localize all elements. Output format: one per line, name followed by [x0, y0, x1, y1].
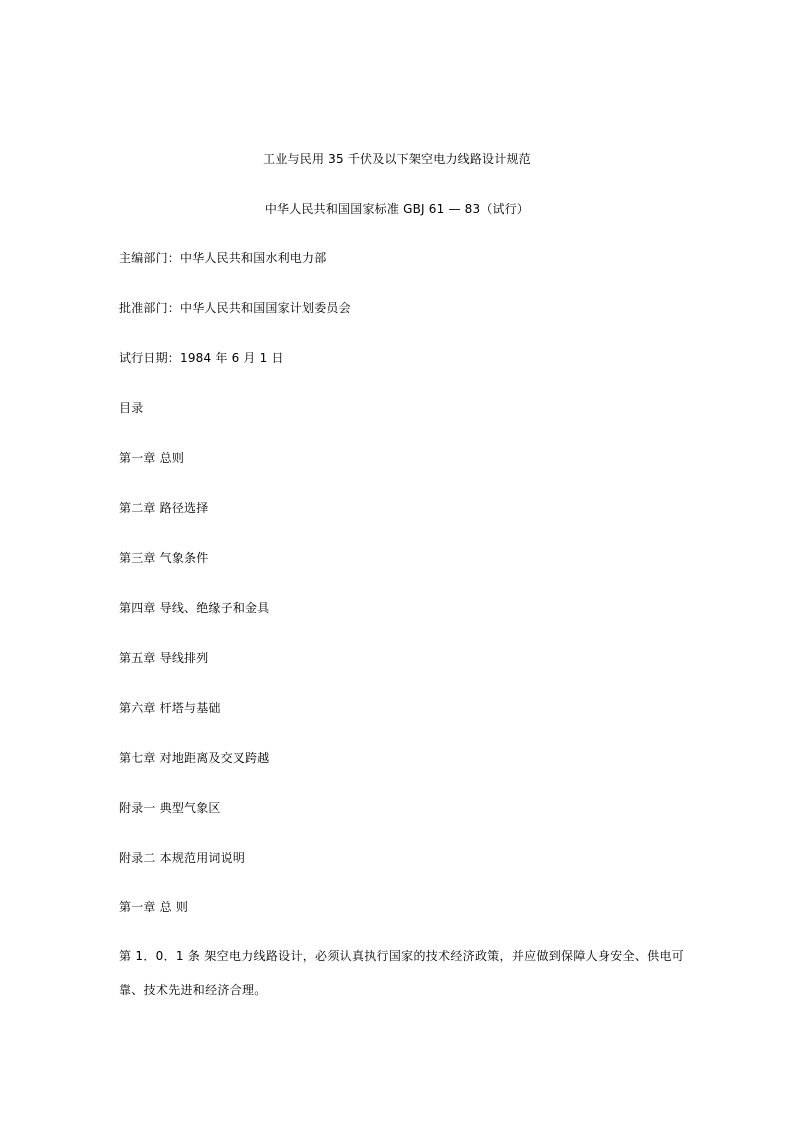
toc-item: 第一章 总则: [119, 451, 185, 465]
toc-heading: 目录: [119, 401, 144, 415]
toc-item: 第四章 导线、绝缘子和金具: [119, 601, 270, 615]
toc-item: 第七章 对地距离及交叉跨越: [119, 751, 270, 765]
toc-item: 第六章 杆塔与基础: [119, 701, 221, 715]
article-paragraph: 第 1．0．1 条 架空电力线路设计，必须认真执行国家的技术经济政策，并应做到保障人身安全、供电可靠、技术先进和经济合理。: [119, 949, 685, 997]
toc-item: 第三章 气象条件: [119, 551, 209, 565]
toc-item: 第二章 路径选择: [119, 501, 209, 515]
standard-number: 中华人民共和国国家标准 GBJ 61 — 83（试行）: [264, 202, 530, 216]
toc-item: 附录二 本规范用词说明: [119, 851, 246, 865]
chapter-heading: 第一章 总 则: [119, 900, 189, 914]
toc-item: 附录一 典型气象区: [119, 801, 221, 815]
editor-department: 主编部门：中华人民共和国水利电力部: [119, 251, 327, 265]
approver-department: 批准部门：中华人民共和国国家计划委员会: [119, 301, 351, 315]
trial-date: 试行日期：1984 年 6 月 1 日: [119, 351, 284, 365]
toc-item: 第五章 导线排列: [119, 651, 209, 665]
document-title: 工业与民用 35 千伏及以下架空电力线路设计规范: [263, 152, 531, 166]
